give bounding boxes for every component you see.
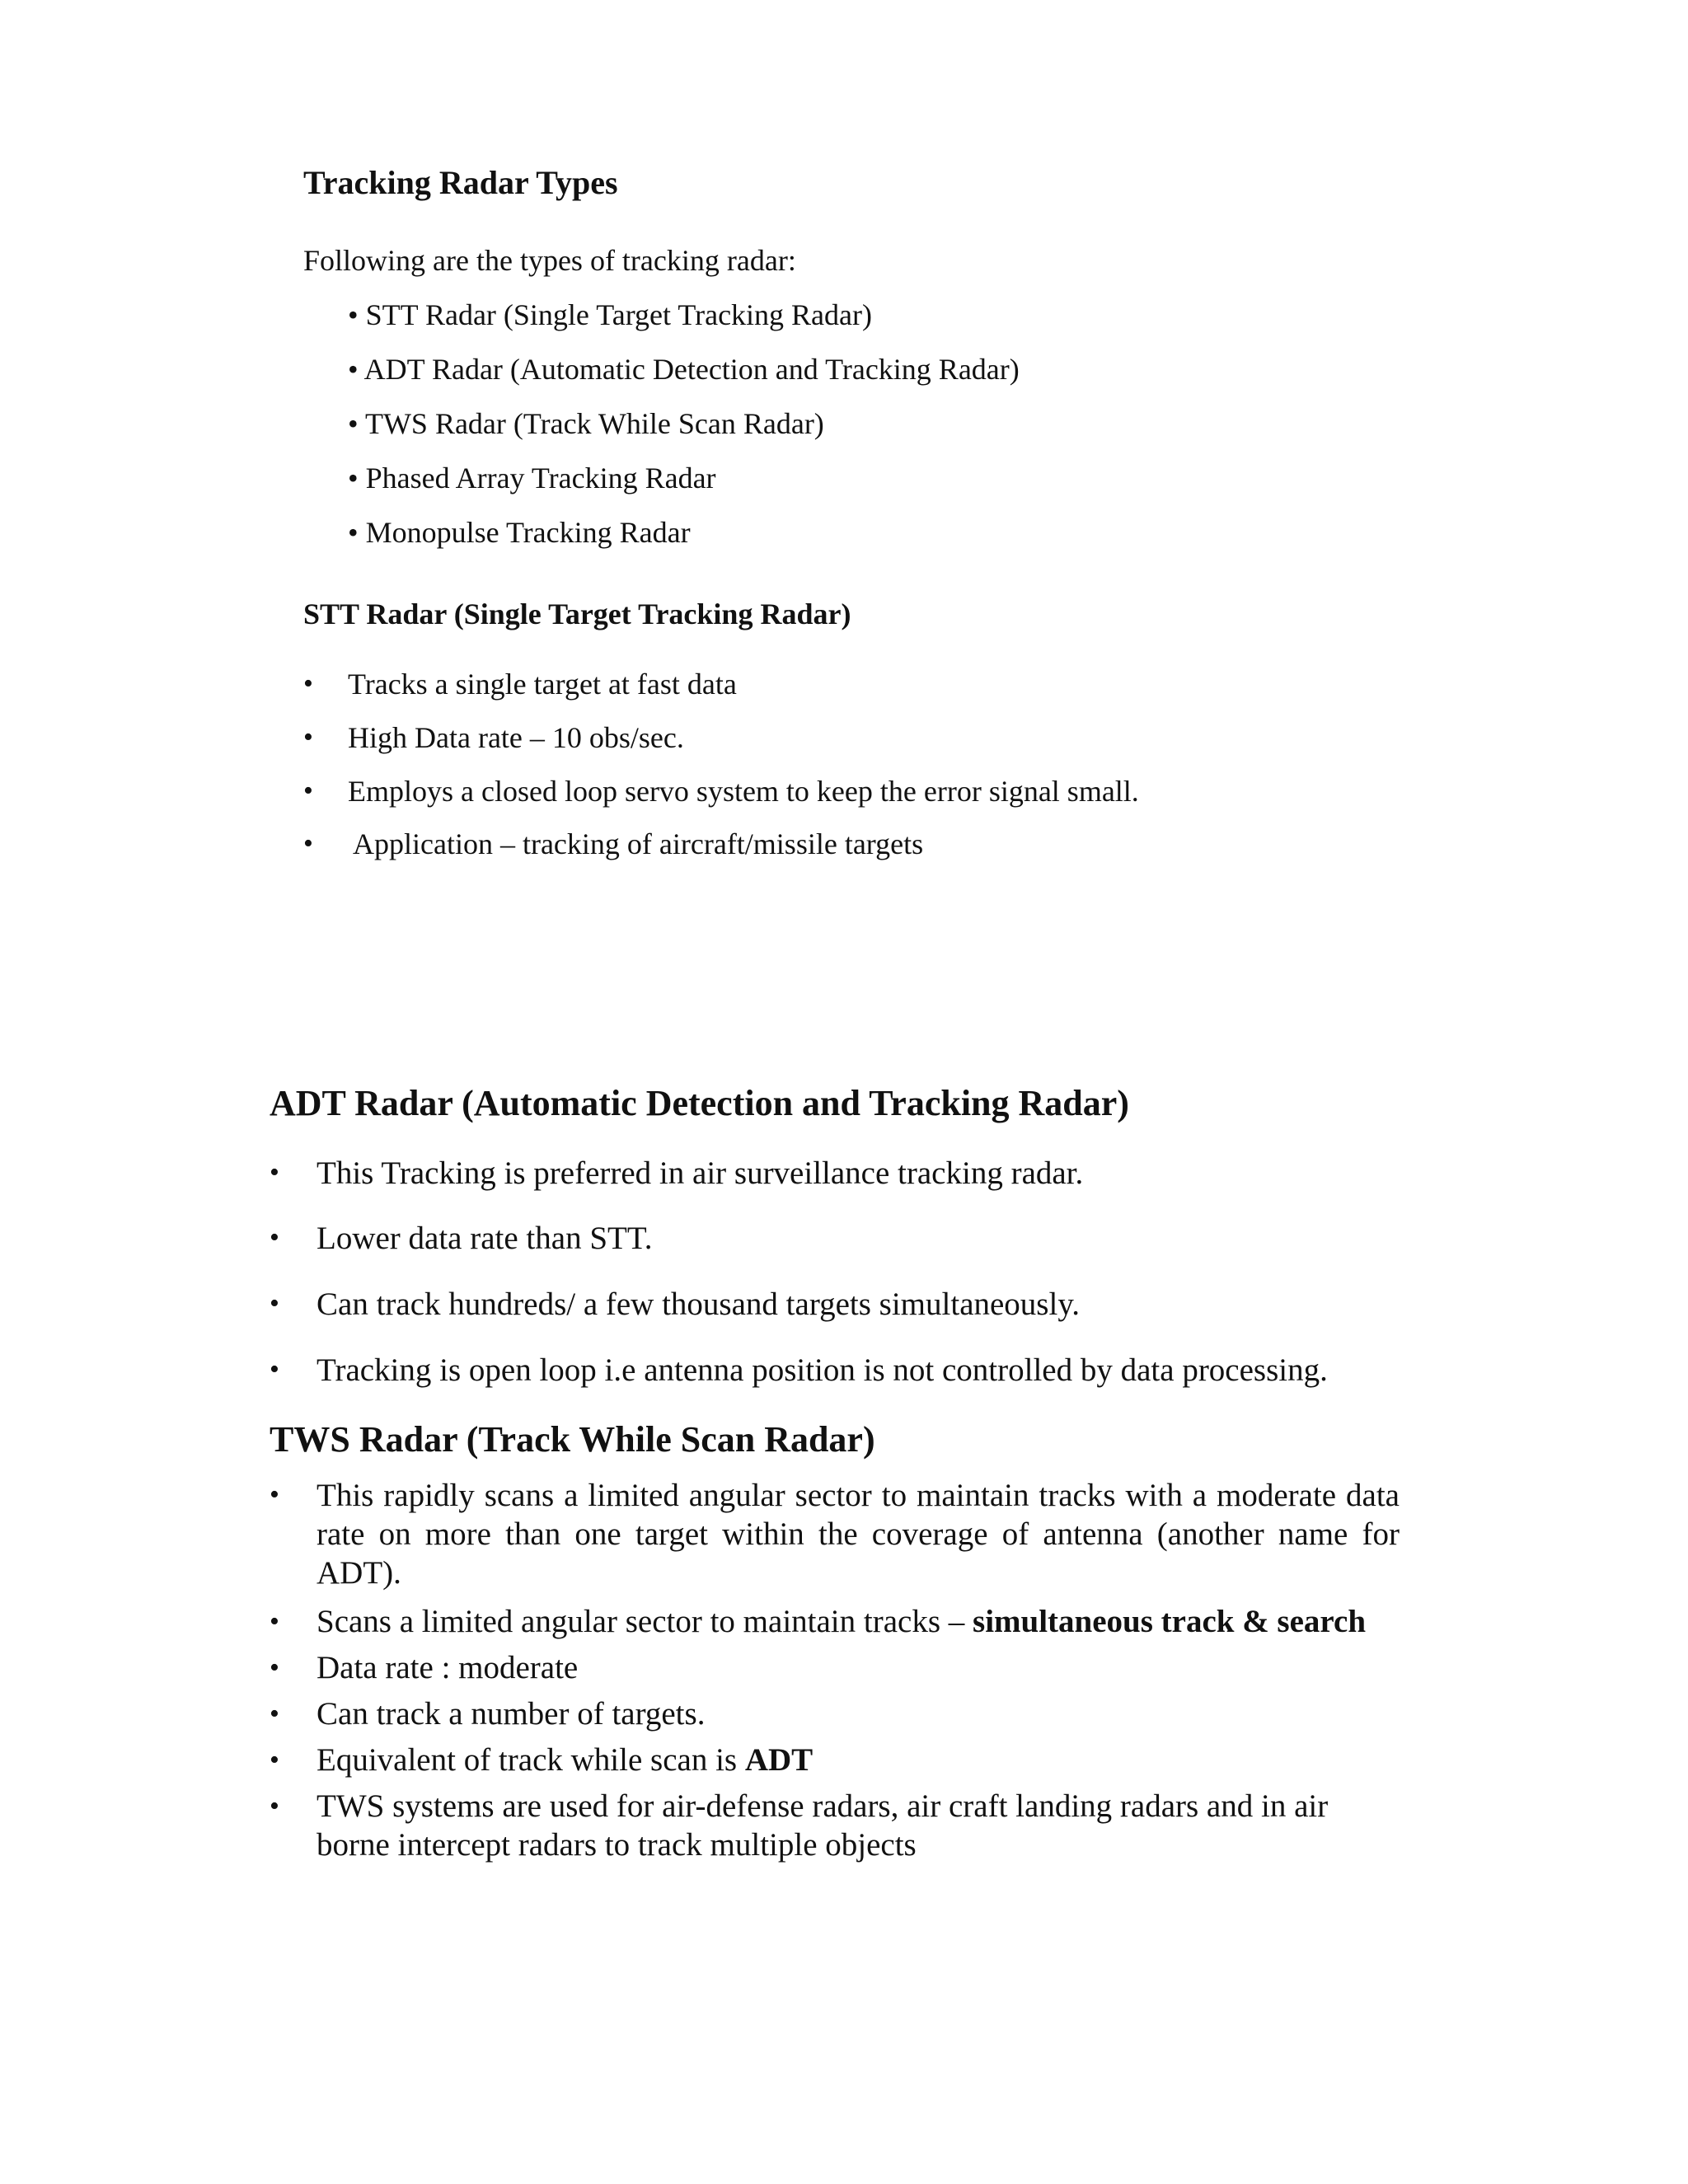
bullet: • bbox=[270, 1745, 279, 1775]
type-list-item: • STT Radar (Single Target Tracking Radar) bbox=[348, 298, 872, 331]
type-list-item: • ADT Radar (Automatic Detection and Tracking Radar) bbox=[348, 353, 1020, 386]
adt-list-item: Lower data rate than STT. bbox=[316, 1221, 653, 1256]
adt-list-item: Tracking is open loop i.e antenna position is not controlled by data processing. bbox=[316, 1352, 1328, 1388]
stt-list-item: Tracks a single target at fast data bbox=[348, 668, 737, 701]
adt-heading: ADT Radar (Automatic Detection and Tracking Radar) bbox=[270, 1083, 1129, 1123]
tws-item-emphasis: ADT bbox=[744, 1742, 814, 1778]
tws-list-item: Can track a number of targets. bbox=[316, 1696, 706, 1732]
stt-list-item: Application – tracking of aircraft/missile targets bbox=[353, 827, 924, 860]
type-list-item: • Monopulse Tracking Radar bbox=[348, 516, 691, 549]
adt-list-item: Can track hundreds/ a few thousand targets simultaneously. bbox=[316, 1286, 1081, 1322]
bullet: • bbox=[270, 1699, 279, 1729]
bullet: • bbox=[270, 1288, 279, 1319]
bullet: • bbox=[270, 1652, 279, 1683]
page-title: Tracking Radar Types bbox=[303, 164, 618, 201]
tws-item-text: Scans a limited angular sector to maintain tracks – bbox=[316, 1604, 973, 1639]
tws-heading: TWS Radar (Track While Scan Radar) bbox=[270, 1419, 875, 1460]
type-list-item: • Phased Array Tracking Radar bbox=[348, 462, 716, 494]
bullet: • bbox=[270, 1606, 279, 1637]
bullet: • bbox=[303, 776, 313, 806]
tws-list-item bbox=[316, 1603, 1366, 1640]
tws-item-emphasis: simultaneous track & search bbox=[973, 1604, 1367, 1639]
intro-text: Following are the types of tracking radar: bbox=[303, 244, 796, 277]
tws-list-item: This rapidly scans a limited angular sector to maintain tracks with a moderate data rate on more than one target within the coverage of antenna (another name for ADT). bbox=[316, 1478, 1400, 1591]
tws-list-item: Data rate : moderate bbox=[316, 1650, 579, 1685]
tws-list-item-line: TWS systems are used for air-defense radars, air craft landing radars and in air bbox=[316, 1788, 1329, 1824]
bullet: • bbox=[303, 668, 313, 699]
tws-list-item bbox=[316, 1741, 813, 1779]
tws-list-item-line: borne intercept radars to track multiple objects bbox=[316, 1827, 917, 1863]
bullet: • bbox=[270, 1157, 279, 1188]
stt-list-item: High Data rate – 10 obs/sec. bbox=[348, 721, 684, 754]
stt-heading: STT Radar (Single Target Tracking Radar) bbox=[303, 598, 851, 630]
bullet: • bbox=[303, 828, 313, 859]
bullet: • bbox=[303, 722, 313, 752]
bullet: • bbox=[270, 1791, 279, 1821]
bullet: • bbox=[270, 1222, 279, 1253]
tws-item-text: Equivalent of track while scan is bbox=[316, 1742, 745, 1778]
bullet: • bbox=[270, 1354, 279, 1385]
bullet: • bbox=[270, 1479, 279, 1510]
adt-list-item: This Tracking is preferred in air surveillance tracking radar. bbox=[316, 1155, 1084, 1191]
type-list-item: • TWS Radar (Track While Scan Radar) bbox=[348, 407, 824, 440]
stt-list-item: Employs a closed loop servo system to keep the error signal small. bbox=[348, 775, 1139, 808]
